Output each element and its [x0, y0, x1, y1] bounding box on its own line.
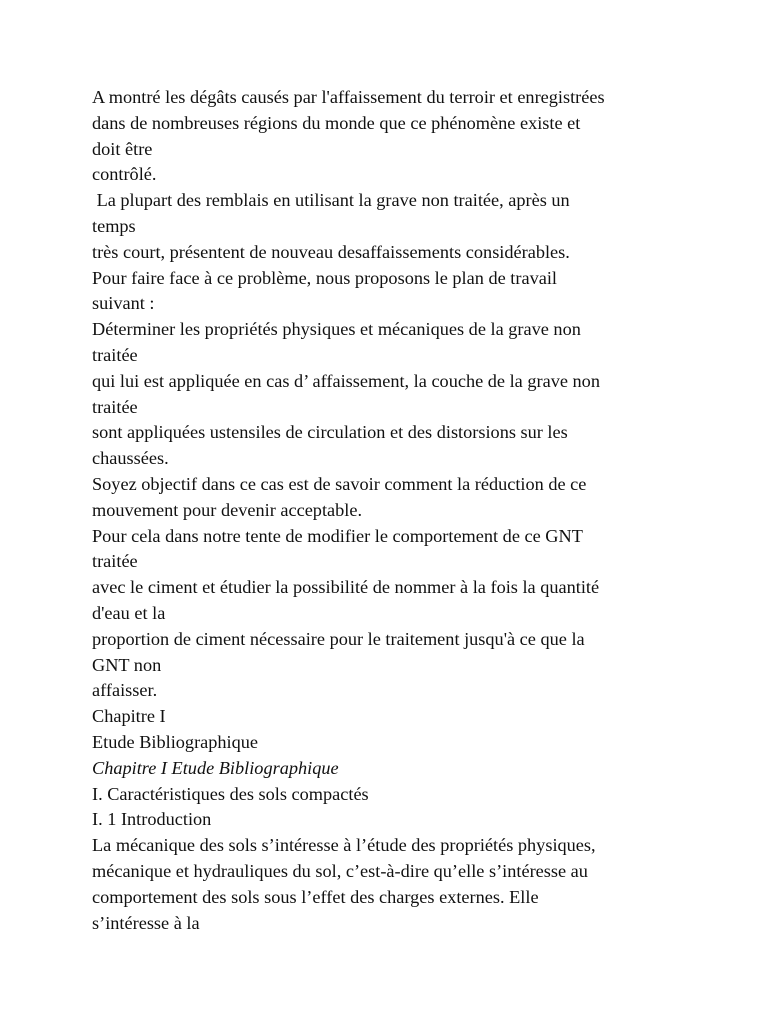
text-line: Déterminer les propriétés physiques et mécaniques de la grave non	[92, 319, 581, 340]
text-line: très court, présentent de nouveau desaffaissements considérables.	[92, 241, 570, 262]
text-line: comportement des sols sous l’effet des charges externes. Elle	[92, 886, 539, 907]
text-line: sont appliquées ustensiles de circulation et des distorsions sur les	[92, 422, 568, 443]
text-line: GNT non	[92, 654, 162, 675]
text-line: La plupart des remblais en utilisant la grave non traitée, après un	[92, 190, 570, 211]
text-line: Chapitre I	[92, 706, 166, 727]
document-page	[92, 85, 692, 936]
text-line: mécanique et hydrauliques du sol, c’est-à-dire qu’elle s’intéresse au	[92, 860, 588, 881]
text-line: traitée	[92, 551, 138, 572]
text-line: qui lui est appliquée en cas d’ affaissement, la couche de la grave non	[92, 370, 600, 391]
text-line: chaussées.	[92, 448, 169, 469]
text-line: avec le ciment et étudier la possibilité de nommer à la fois la quantité	[92, 577, 600, 598]
text-line: suivant :	[92, 293, 155, 314]
text-line: doit être	[92, 138, 153, 159]
text-line: dans de nombreuses régions du monde que ce phénomène existe et	[92, 112, 581, 133]
text-line: mouvement pour devenir acceptable.	[92, 499, 363, 520]
text-line: d'eau et la	[92, 602, 166, 623]
text-line: Etude Bibliographique	[92, 731, 259, 752]
italic-heading-line: Chapitre I Etude Bibliographique	[92, 757, 339, 778]
text-line: A montré les dégâts causés par l'affaissement du terroir et enregistrées	[92, 87, 605, 107]
text-line: affaisser.	[92, 680, 158, 701]
text-line: contrôlé.	[92, 164, 157, 185]
text-line: traitée	[92, 344, 138, 365]
text-line: s’intéresse à la	[92, 912, 200, 933]
text-line: traitée	[92, 396, 138, 417]
text-line: Pour faire face à ce problème, nous proposons le plan de travail	[92, 267, 557, 288]
text-line: temps	[92, 215, 136, 236]
text-line: La mécanique des sols s’intéresse à l’étude des propriétés physiques,	[92, 835, 596, 856]
text-line: Soyez objectif dans ce cas est de savoir comment la réduction de ce	[92, 473, 587, 494]
text-line: I. 1 Introduction	[92, 809, 212, 830]
text-line: proportion de ciment nécessaire pour le traitement jusqu'à ce que la	[92, 628, 585, 649]
text-line: I. Caractéristiques des sols compactés	[92, 783, 369, 804]
text-line: Pour cela dans notre tente de modifier le comportement de ce GNT	[92, 525, 583, 546]
